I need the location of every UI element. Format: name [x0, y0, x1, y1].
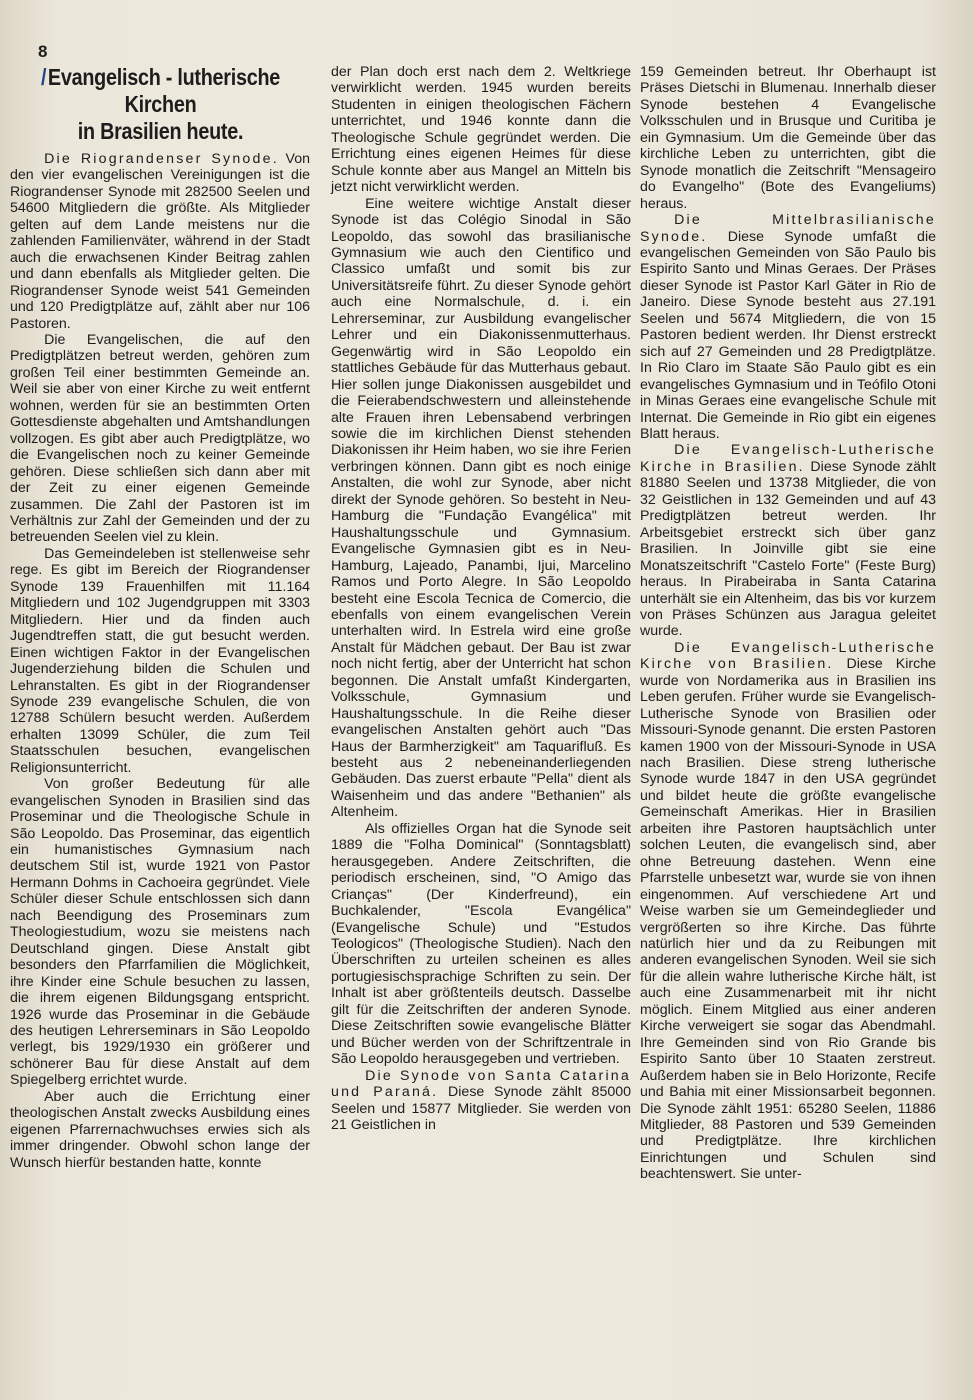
article-headline: [10, 64, 311, 145]
paragraph-text: Diese Synode zählt 81880 Seelen und 13738 Mitglieder, die von 32 Geistlichen in 132 Gemeinden und auf 43 Predigtplätzen betreut werden. Ihr Arbeitsgebiet erstreckt sich über ganz Brasilien. In Joinville gibt sie eine Monatszeitschrift "Castelo Forte" (Feste Burg) heraus. In Pirabeiraba in Santa Catarina unterhält sie ein Altenheim, das bis vor kurzem von Präses Schünzen aus Jaragua geleitet wurde.: [640, 458, 936, 640]
column-2: [331, 64, 631, 1133]
paragraph: [331, 64, 631, 196]
paragraph: [331, 821, 631, 1068]
column-3: [640, 64, 936, 1183]
paragraph-text: Als offizielles Organ hat die Synode seit 1889 die "Folha Dominical" (Sonntagsblatt) herausgegeben. Andere Zeitschriften, die periodisch erscheinen, sind, "O Amigo das Crianças" (Der Kinderfreund), ein Buchkalender, "Escola Evangélica" (Evangelische Schule) und "Estudos Teologicos" (Theologische Studien). Nach den Überschriften zu urteilen scheinen es alles portugiesischsprachige Schriften zu sein. Der Inhalt ist aber größtenteils deutsch. Dasselbe gilt für die Zeitschriften der anderen Synode. Diese Zeitschriften sowie evangelische Blätter und Bücher werden von der Schriftzentrale in São Leopoldo herausgegeben und vertrieben.: [331, 820, 631, 1068]
handwritten-slash-mark: /: [40, 64, 47, 90]
column-2-body: [331, 64, 631, 1133]
paragraph: [10, 776, 310, 1089]
column-1-body: [10, 151, 310, 1171]
section-lead: Die Evangelisch-Lutherische Kirche von Brasilien.: [640, 639, 936, 673]
paragraph: [640, 64, 936, 212]
paragraph-text: Von den vier evangelischen Vereinigungen ist die Riograndenser Synode mit 282500 Seelen und 54600 Mitgliedern die größte. Als Mitglieder gelten auf dem Lande meistens nur die zahlenden Familienväter, während in der Stadt auch die erwachsenen Kinder Beitrag zahlen und dann ebenfalls als Mitglieder gelten. Die Riograndenser Synode weist 541 Gemeinden und 120 Predigtplätze auf, zählt aber nur 106 Pastoren.: [10, 151, 310, 332]
paragraph-text: Diese Synode zählt 85000 Seelen und 15877 Mitglieder. Sie werden von 21 Geistlichen in: [331, 1084, 632, 1133]
paragraph-text: Von großer Bedeutung für alle evangelischen Synoden in Brasilien sind das Proseminar und die Theologische Schule in São Leopoldo. Das Proseminar, das eigentlich ein humanistisches Gymnasium nach deutschem Stil ist, wurde 1921 von Pastor Hermann Dohms in Cachoeira gegründet. Viele Schüler dieser Schule entschlossen sich dann nach Beendigung des Proseminars zum Theologiestudium, wozu sie meistens nach Deutschland gingen. Diese Anstalt gibt besonders den Pfarrfamilien die Möglichkeit, ihre Kinder eine Schule besuchen zu lassen, die ihrem eigenen Bildungsgang entspricht. 1926 wurde das Proseminar in die Gebäude des heutigen Lehrerseminars in São Leopoldo verlegt, bis 1929/1930 ein größerer und schönerer Bau für diese Anstalt auf dem Spiegelberg errichtet wurde.: [10, 776, 310, 1089]
paragraph-text: Eine weitere wichtige Anstalt dieser Synode ist das Colégio Sinodal in São Leopoldo, das sowohl das brasilianische Gymnasium wie auch den Cientifico und Classico umfaßt und somit bis zur Universitätsreife führt. Zu dieser Synode gehört auch eine Normalschule, d. i. ein Lehrerseminar, zur Ausbildung evangelischer Lehrer und ein Diakonissenmutterhaus. Gegenwärtig wird in São Leopoldo ein stattliches Gebäude für das Mutterhaus gebaut. Hier sollen junge Diakonissen ausgebildet und die Feierabendschwestern und alleinstehende alte Frauen ihren Lebensabend verbringen sowie die im kirchlichen Dienst stehenden Diakonissen ihr Heim haben, wo sie ihre Ferien verbringen können. Dann gibt es noch einige Anstalten, die wohl zur Synode, aber nicht direkt der Synode gehören. So besteht in Neu-Hamburg die "Fundação Evangélica" mit Haushaltungsschule und Gymnasium. Evangelische Gymnasien gibt es in Neu-Hamburg, Lajeado, Panambi, Ijui, Marcelino Ramos und Porto Alegre. In São Leopoldo besteht eine Escola Tecnica de Comercio, die ebenfalls von einem evangelischen Verein unterhalten wird. In Estrela wird eine große Anstalt für Mädchen gebaut. Der Bau ist zwar noch nicht fertig, aber der Unterricht hat schon begonnen. Die Anstalt umfaßt Kindergarten, Volksschule, Gymnasium und Haushaltungsschule. In die Reihe dieser evangelischen Anstalten gehört auch "Das Haus der Barmherzigkeit" am Taquarifluß. Es besteht aus 2 nebeneinanderliegenden Gebäuden. Das zuerst erbaute "Pella" dient als Waisenheim und das andere "Bethanien" als Altenheim.: [331, 195, 631, 821]
paragraph-text: Die Evangelischen, die auf den Predigtplätzen betreut werden, gehören zum großen Teil einer bestimmten Gemeinde an. Weil sie aber von einer Kirche zu weit entfernt wohnen, werden für sie an bestimmten Orten Gottesdienste abgehalten und Amtshandlungen vollzogen. Es gibt aber auch Predigtplätze, wo die Evangelischen noch zu keiner Gemeinde gehören. Diese schließen sich dann aber mit der Zeit zu einer eigenen Gemeinde zusammen. Die Zahl der Pastoren ist im Verhältnis zur Zahl der Gemeinden und der zu betreuenden Seelen viel zu klein.: [10, 331, 310, 546]
section-lead: Die Evangelisch-Lutherische Kirche in Brasilien.: [640, 442, 936, 475]
paragraph: [331, 1068, 631, 1134]
page-number: 8: [38, 42, 48, 61]
paragraph-text: Diese Kirche wurde von Nordamerika aus in Brasilien ins Leben gerufen. Früher wurde sie Evangelisch-Lutherische Synode von Brasilien oder Missouri-Synode genannt. Die ersten Pastoren kamen 1900 von der Missouri-Synode in USA nach Brasilien. Diese streng lutherische Synode wurde 1847 in den USA gegründet und bildet heute die größte evangelische Gemeinschaft Amerikas. Hier in Brasilien arbeiten ihre Pastoren hauptsächlich unter solchen Leuten, die evangelisch sind, aber ohne Betreuung dastehen. Wenn eine Pfarrstelle unbesetzt war, wurde sie von ihnen eingenommen. Auf verschiedene Art und Weise warben sie um Gemeindeglieder und vergrößerten so ihre Kirche. Das führte natürlich hier und da zu Reibungen mit anderen evangelischen Synoden. Weil sie sich für die allein wahre lutherische Kirche hält, ist auch eine Zusammenarbeit mit ihr nicht möglich. Einem Mitglied aus einer anderen Kirche verweigert sie sogar das Abendmahl. Ihre Gemeinden sind von Rio Grande bis Espirito Santo über 10 Staaten zerstreut. Außerdem haben sie in Belo Horizonte, Recife und Bahia mit einer Missionsarbeit begonnen. Die Synode zählt 1951: 65280 Seelen, 11886 Mitglieder, 88 Pastoren und 539 Gemeinden und Predigtplätze. Ihre kirchlichen Einrichtungen und Schulen sind beachtenswert. Sie unter-: [640, 656, 936, 1183]
paragraph-text: Diese Synode umfaßt die evangelischen Gemeinden von São Paulo bis Espirito Santo und Minas Geraes. Der Präses dieser Synode ist Pastor Karl Gäter in Rio de Janeiro. Diese Synode besteht aus 27.191 Seelen und 5674 Mitgliedern, die von 15 Pastoren bedient werden. Ihr Dienst erstreckt sich auf 27 Gemeinden und 28 Predigtplätze. In Rio Claro im Staate São Paulo gibt es ein evangelisches Gymnasium und in Teófilo Otoni in Minas Geraes eine evangelische Schule mit Internat. Die Gemeinde in Rio gibt ein eigenes Blatt heraus.: [640, 228, 936, 442]
section-lead: Die Synode von Santa Catarina und Paraná.: [331, 1067, 631, 1101]
paragraph: [640, 212, 936, 442]
paragraph: [10, 546, 310, 776]
column-3-body: [640, 64, 936, 1183]
paragraph: [640, 442, 936, 639]
paragraph: [10, 332, 310, 546]
paragraph: [331, 196, 631, 821]
headline-line-1: /Evangelisch - lutherische Kirchen: [40, 64, 281, 117]
paragraph: [640, 640, 936, 1183]
section-lead: Die Riograndenser Synode.: [44, 151, 279, 167]
section-lead: Die Mittelbrasilianische Synode.: [640, 212, 936, 245]
column-1: [10, 64, 310, 1171]
paragraph: [10, 151, 310, 332]
headline-line-2: in Brasilien heute.: [77, 118, 244, 144]
paragraph: [10, 1089, 310, 1171]
paragraph-text: Aber auch die Errichtung einer theologischen Anstalt zwecks Ausbildung eines eigenen Pfarrernachwuchses erwies sich als immer dringender. Obwohl schon lange der Wunsch hierfür bestanden hatte, konnte: [10, 1088, 310, 1171]
paragraph-text: 159 Gemeinden betreut. Ihr Oberhaupt ist Präses Dietschi in Blumenau. Innerhalb dieser Synode bestehen 4 Evangelische Volksschulen und in Brusque und Curitiba je ein Gymnasium. Um die Gemeinde über das kirchliche Leben zu unterrichten, gibt die Synode monatlich die Zeitschrift "Mensageiro do Evangelho" (Bote des Evangeliums) heraus.: [640, 64, 936, 212]
paragraph-text: der Plan doch erst nach dem 2. Weltkriege verwirklicht werden. 1945 wurden bereits Studenten in einigen theologischen Fächern unterrichtet, und 1946 konnte dann die Theologische Schule gegründet werden. Die Errichtung eines eigenen Heimes für diese Schule konnte aber aus Mangel an Mitteln bis jetzt nicht verwirklicht werden.: [331, 64, 631, 196]
paragraph-text: Das Gemeindeleben ist stellenweise sehr rege. Es gibt im Bereich der Riograndenser Synode 139 Frauenhilfen mit 11.164 Mitgliedern und 102 Jugendgruppen mit 3303 Mitgliedern. Hier und da finden auch Jugendtreffen statt, die gut besucht werden. Einen wichtigen Faktor in der Evangelischen Jugenderziehung bilden die Schulen und Lehranstalten. Es gibt in der Riograndenser Synode 239 evangelische Schulen, die von 12788 Schülern besucht werden. Außerdem erhalten 13099 Schüler, die zum Teil Staatsschulen besuchen, evangelischen Religionsunterricht.: [10, 545, 310, 776]
